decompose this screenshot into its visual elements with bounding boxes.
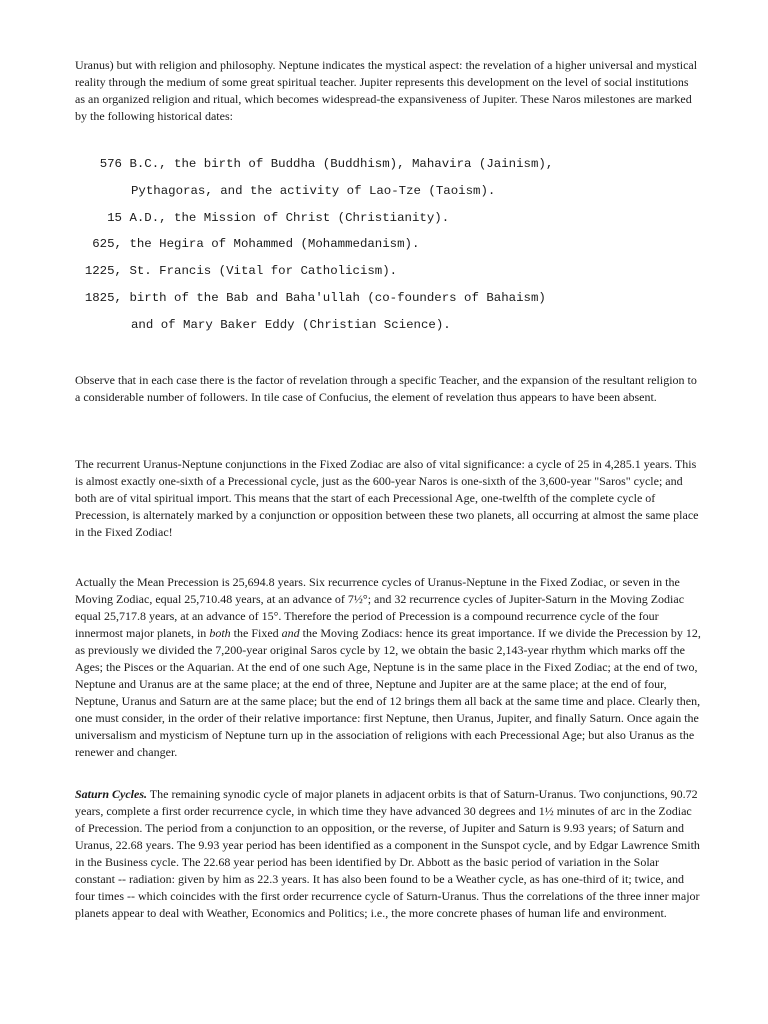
observe-paragraph: Observe that in each case there is the factor of revelation through a specific Teacher, and the expansion of the resultant religion to a considerable number of followers. In tile case of Confucius, the element of revelation thus appears to have been absent. — [75, 373, 697, 404]
mean-text-b: the Fixed — [230, 626, 282, 640]
date-year: 576 — [99, 157, 122, 171]
emphasis-both: both — [209, 626, 231, 640]
mean-precession-paragraph — [75, 574, 701, 761]
date-entry — [80, 210, 449, 227]
recurrent-paragraph: The recurrent Uranus-Neptune conjunctions in the Fixed Zodiac are also of vital significance: a cycle of 25 in 4,285.1 years. This is almost exactly one-sixth of a Precessional cycle, just as the 600-year Naros is one-sixth of the 3,600-year "Saros" cycle; and both are of vital spiritual import. This means that the start of each Precessional Age, one-twelfth of the complete cycle of Precession, is alternately marked by a conjunction or opposition between these two planets, all occurring at almost the same place in the Fixed Zodiac! — [75, 457, 699, 539]
emphasis-and: and — [281, 626, 300, 640]
date-text: B.C., the birth of Buddha (Buddhism), Mahavira (Jainism), — [129, 157, 554, 171]
date-entry-continuation: Pythagoras, and the activity of Lao-Tze (Taoism). — [131, 184, 496, 198]
date-entry — [80, 263, 397, 280]
date-entry-continuation: and of Mary Baker Eddy (Christian Science). — [131, 318, 451, 332]
date-entry — [80, 236, 419, 253]
saturn-cycles-body: The remaining synodic cycle of major planets in adjacent orbits is that of Saturn-Uranus. Two conjunctions, 90.72 years, complete a first order recurrence cycle, in which time they have advanced 30 degrees and 1½ minutes of arc in the Zodiac of Precession. The period from a conjunction to an opposition, or the reverse, of Jupiter and Saturn is 9.93 years; of Saturn and Uranus, 22.68 years. The 9.93 year period has been identified as a component in the Sunspot cycle, and by Edgar Lawrence Smith in the Business cycle. The 22.68 year period has been identified by Dr. Abbott as the basic period of variation in the Solar constant -- radiation: given by him as 22.3 years. It has also been found to be a Weather cycle, as has one-third of it; twice, and four times -- which coincides with the first order recurrence cycle of Saturn-Uranus. Thus the correlations of the three inner major planets appear to deal with Weather, Economics and Politics; i.e., the more concrete phases of human life and environment. — [75, 787, 700, 920]
date-entry — [80, 156, 553, 173]
saturn-cycles-heading: Saturn Cycles. — [75, 787, 148, 801]
date-year: 15 — [107, 211, 122, 225]
date-year: 1825, — [84, 291, 122, 305]
date-text: birth of the Bab and Baha'ullah (co-founders of Bahaism) — [129, 291, 546, 305]
mean-text-a: Actually the Mean Precession is 25,694.8 years. Six recurrence cycles of Uranus-Neptune in the Fixed Zodiac, or seven in the Moving Zodiac, equal 25,710.48 years, at an advance of 7½°; and 32 recurrence cycles of Jupiter-Saturn in the Moving Zodiac equal 25,717.8 years, at an advance of 15°. Therefore the period of Precession is a compound recurrence cycle of the four innermost major planets, in — [75, 575, 685, 640]
saturn-cycles-paragraph — [75, 786, 701, 922]
date-text: A.D., the Mission of Christ (Christianity). — [129, 211, 450, 225]
date-year: 625, — [92, 237, 122, 251]
mean-text-c: the Moving Zodiacs: hence its great importance. If we divide the Precession by 12, as previously we divided the 7,200-year original Saros cycle by 12, we obtain the basic 2,143-year rhythm which marks off the Ages; the Pisces or the Aquarian. At the end of one such Age, Neptune is in the same place in the Fixed Zodiac; at the end of two, Neptune and Uranus are at the same place; at the end of three, Neptune and Jupiter are at the same place; at the end of four, Neptune, Uranus and Saturn are at the same place; but the end of 12 brings them all back at the same time and place. Clearly then, one must consider, in the order of their relative importance: first Neptune, then Uranus, Jupiter, and finally Saturn. Once again the universalism and mysticism of Neptune turn up in the association of religions with each Precessional Age; but also Uranus as the renewer and changer. — [75, 626, 701, 759]
intro-paragraph: Uranus) but with religion and philosophy. Neptune indicates the mystical aspect: the revelation of a higher universal and mystical reality through the medium of some great spiritual teacher. Jupiter represents this development on the level of social institutions as an organized religion and ritual, which becomes widespread-the expansiveness of Jupiter. These Naros milestones are marked by the following historical dates: — [75, 58, 698, 123]
date-text: the Hegira of Mohammed (Mohammedanism). — [129, 237, 420, 251]
date-year: 1225, — [84, 264, 122, 278]
date-text: St. Francis (Vital for Catholicism). — [129, 264, 398, 278]
date-entry — [80, 290, 546, 307]
